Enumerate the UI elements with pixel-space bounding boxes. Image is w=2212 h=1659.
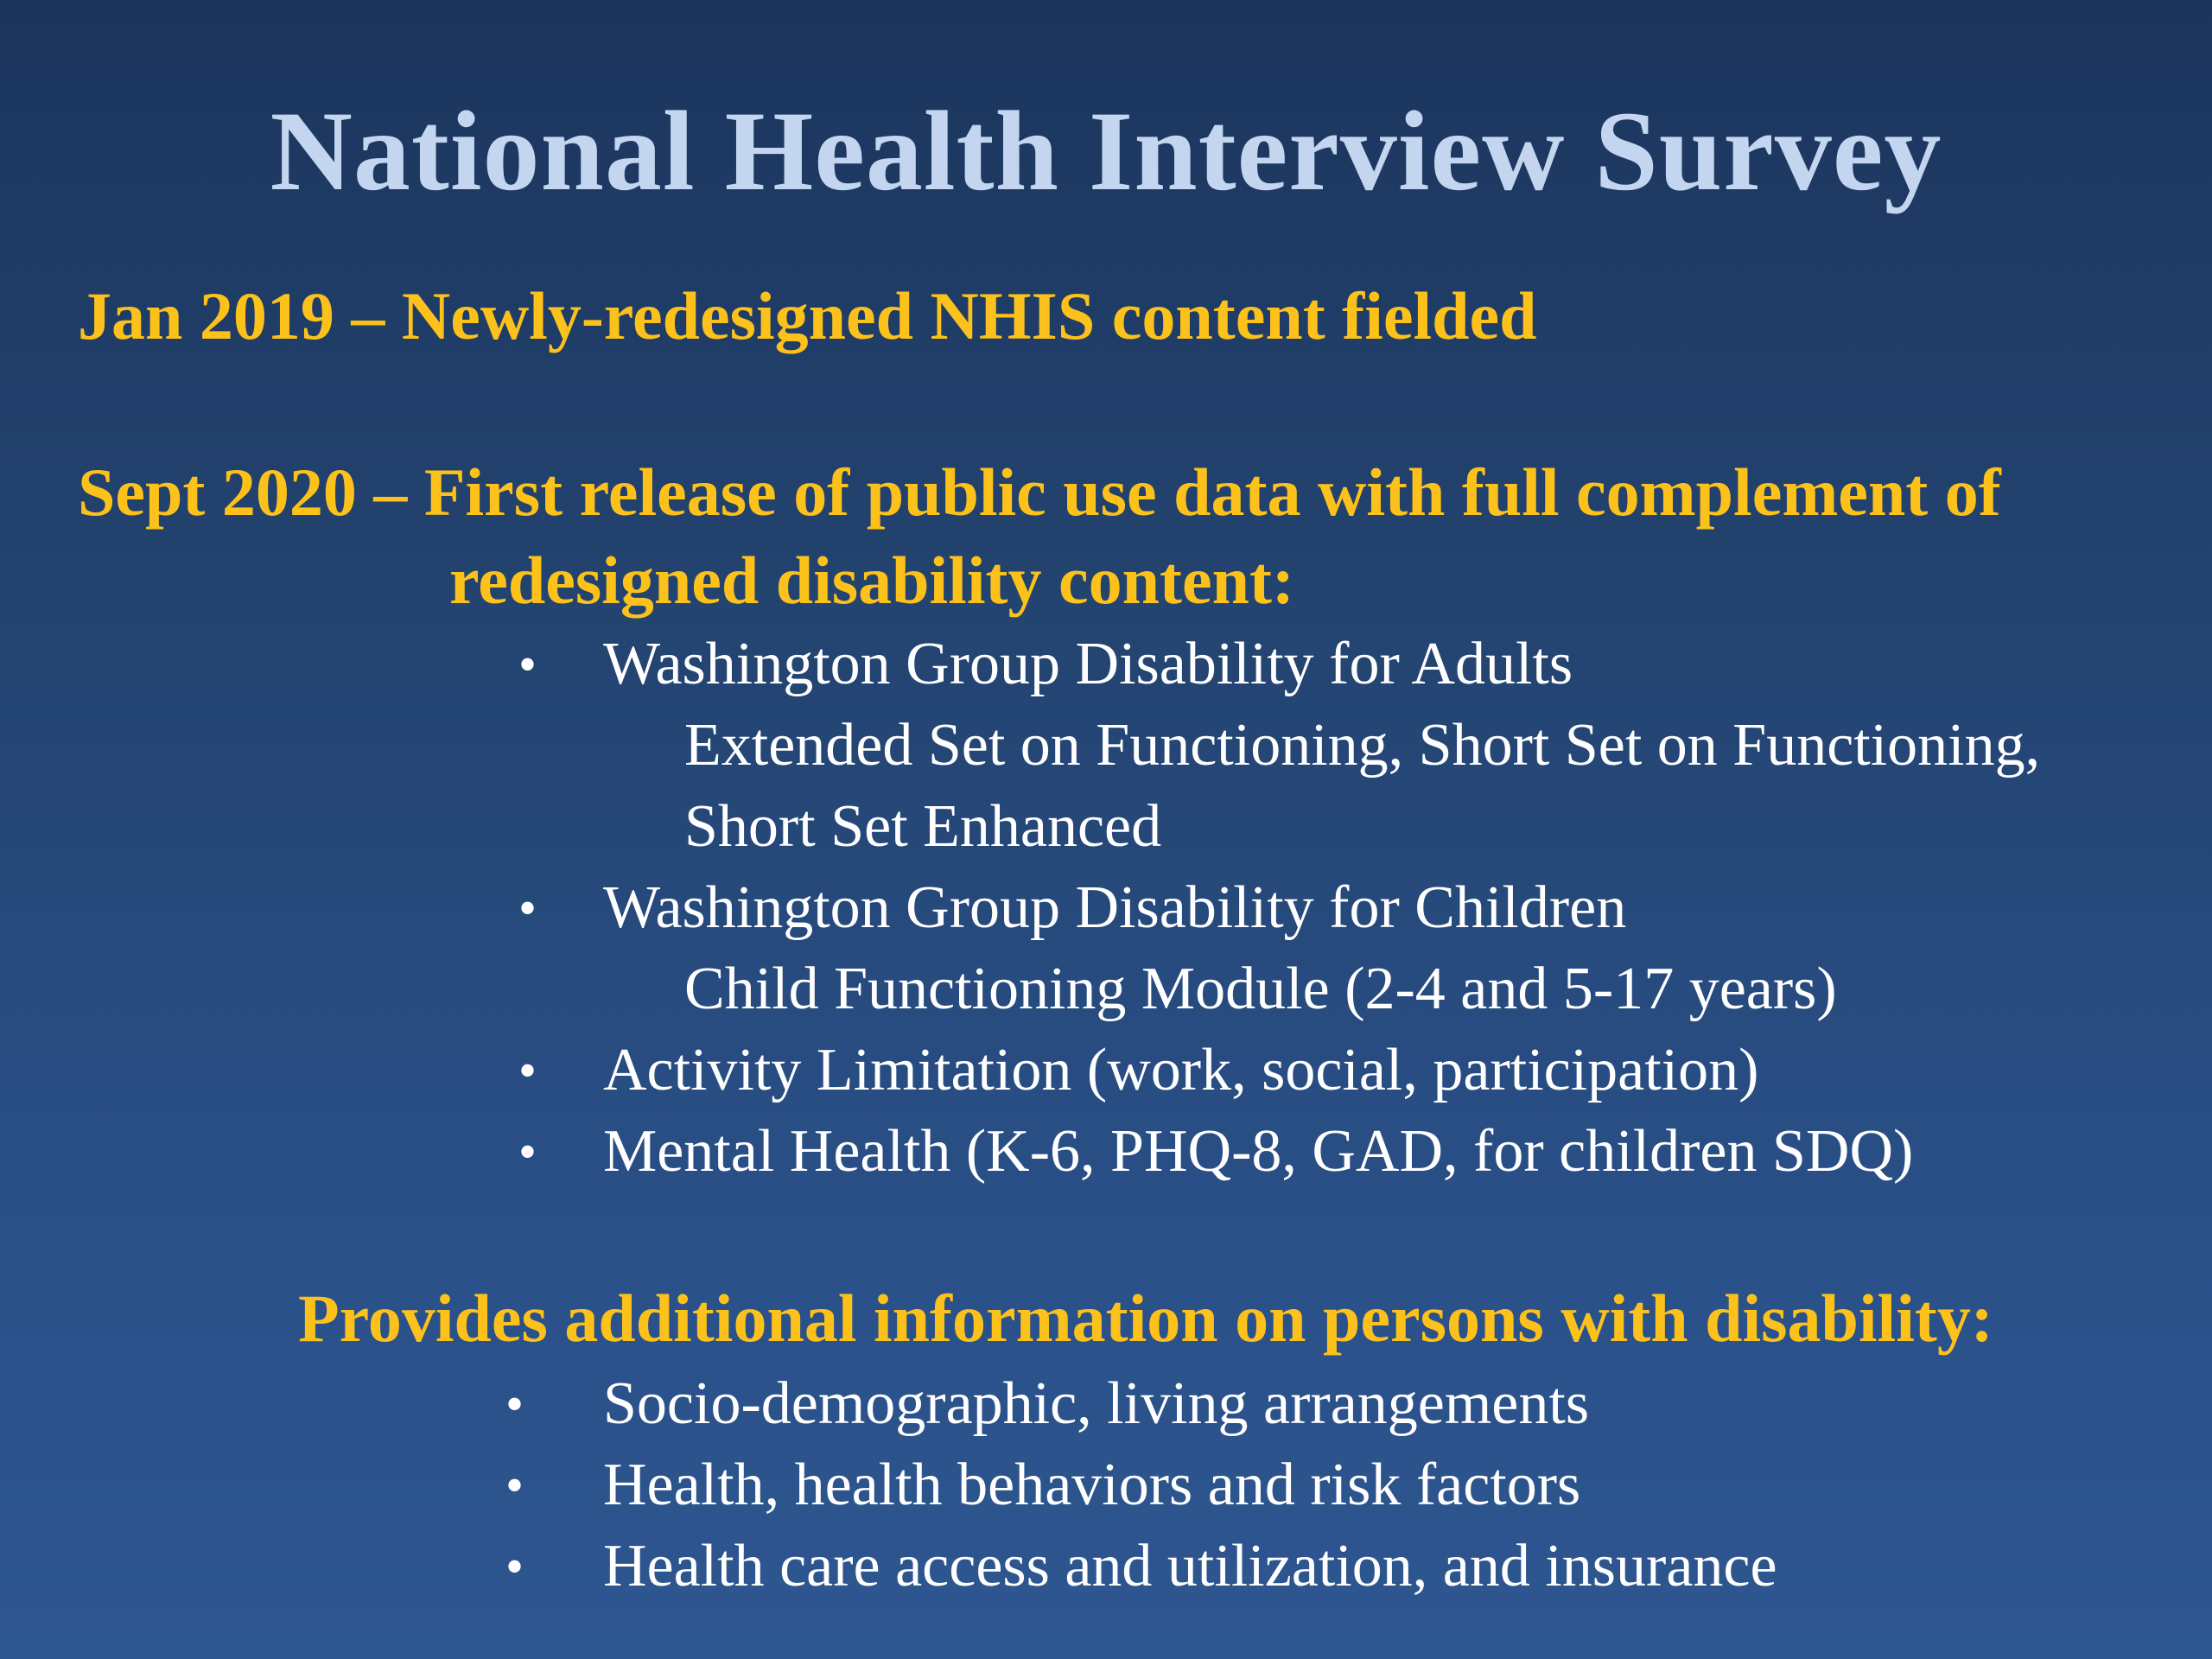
bullet-icon: • — [505, 1538, 524, 1595]
list-item-socio-demographic: Socio-demographic, living arrangements — [603, 1370, 1590, 1437]
list-item-health-behaviors: Health, health behaviors and risk factors — [603, 1452, 1581, 1518]
list-item-activity-limitation: Activity Limitation (work, social, participation) — [603, 1037, 1759, 1103]
bullet-icon: • — [505, 1376, 524, 1433]
list-item-mental-health: Mental Health (K-6, PHQ-8, GAD, for children SDQ) — [603, 1118, 1914, 1185]
milestone-sept-2020-line1: Sept 2020 – First release of public use data with full complement of — [78, 454, 2001, 530]
list-item-adults-detail-2: Short Set Enhanced — [684, 793, 1162, 860]
provides-heading: Provides additional information on persons with disability: — [298, 1281, 1993, 1356]
bullet-icon: • — [518, 636, 537, 693]
list-item-health-care-access: Health care access and utilization, and insurance — [603, 1533, 1777, 1599]
bullet-icon: • — [518, 1042, 537, 1099]
list-item-children-detail: Child Functioning Module (2-4 and 5-17 years) — [684, 956, 1837, 1022]
bullet-icon: • — [518, 1123, 537, 1180]
milestone-jan-2019: Jan 2019 – Newly-redesigned NHIS content fielded — [78, 278, 1537, 353]
list-item-children: Washington Group Disability for Children — [603, 874, 1627, 941]
bullet-icon: • — [505, 1457, 524, 1514]
bullet-icon: • — [518, 880, 537, 937]
list-item-adults: Washington Group Disability for Adults — [603, 631, 1573, 697]
list-item-adults-detail-1: Extended Set on Functioning, Short Set on Functioning, — [684, 712, 2041, 779]
slide-title: National Health Interview Survey — [270, 87, 1942, 214]
milestone-sept-2020-line2: redesigned disability content: — [449, 543, 1294, 618]
